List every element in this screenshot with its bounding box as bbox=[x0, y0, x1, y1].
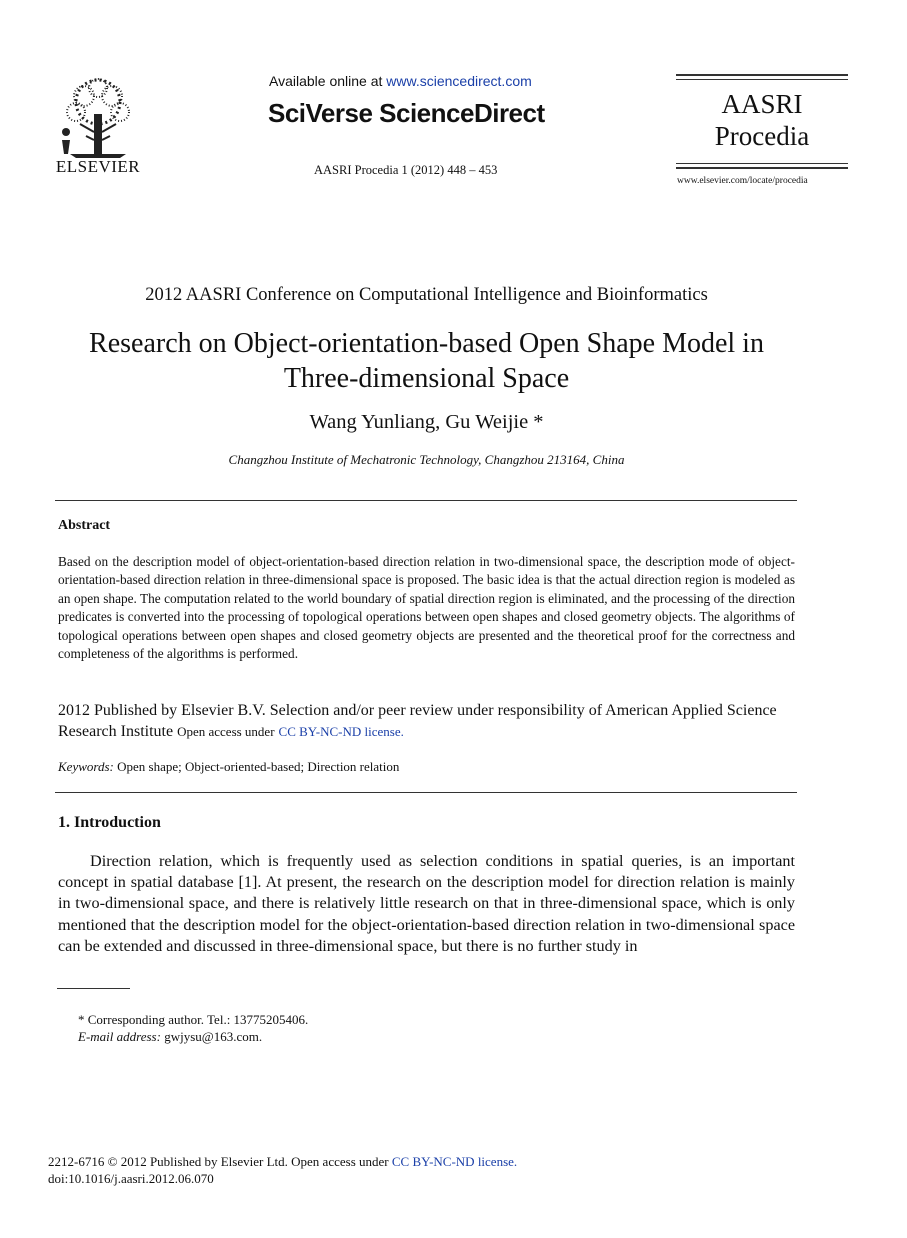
available-online bbox=[269, 73, 532, 89]
introduction-paragraph: Direction relation, which is frequently used as selection conditions in spatial queries, is an important concept in spatial database [1]. At present, the research on the description model for direction relation is mainly in two-dimensional space, and there is relatively little research on that in three-dimensional space, which is only mentioned that the description model for the object-orientation-based direction relation in two-dimensional space can be extended and discussed in three-dimensional space, but there is no further study in bbox=[58, 852, 795, 955]
keywords-label: Keywords: bbox=[58, 759, 114, 774]
authors: Wang Yunliang, Gu Weijie * bbox=[309, 411, 544, 433]
paper-title bbox=[0, 326, 853, 396]
abstract-bottom-divider bbox=[55, 792, 797, 793]
published-statement bbox=[58, 701, 795, 742]
journal-rule-bottom-thick bbox=[676, 167, 848, 169]
journal-name-line1: AASRI bbox=[721, 89, 803, 119]
footnote-rule bbox=[57, 988, 130, 989]
platform-logo-text: SciVerse ScienceDirect bbox=[268, 98, 545, 128]
footnote-email-address[interactable]: gwjysu@163.com. bbox=[164, 1029, 263, 1044]
footnote-corresponding-author: * Corresponding author. Tel.: 13775205406. bbox=[78, 1012, 309, 1027]
license-link[interactable]: CC BY-NC-ND license. bbox=[278, 723, 404, 739]
footer-doi: doi:10.1016/j.aasri.2012.06.070 bbox=[48, 1171, 214, 1186]
journal-citation: AASRI Procedia 1 (2012) 448 – 453 bbox=[314, 163, 498, 177]
sciencedirect-link[interactable]: www.sciencedirect.com bbox=[386, 73, 532, 89]
footnote-email-label: E-mail address: bbox=[78, 1029, 161, 1044]
abstract-text: Based on the description model of object-orientation-based direction relation in two-dimensional space, the description mode of object-orientation-based direction relation in three-dimensional space is proposed. The basic idea is that the actual direction region is modeled as an open shape. The computation related to the world boundary of spatial direction region is eliminated, and the processing of the direction predicates is converted into the processing of topological operations between open shapes and closed geometry objects. The algorithms of topological operations between open shapes and closed geometry objects are presented and the theoretical proof for the correctness and completeness of the algorithms is performed. bbox=[58, 554, 795, 662]
journal-rule-top-thin bbox=[676, 79, 848, 80]
footer-license-link[interactable]: CC BY-NC-ND license. bbox=[391, 1154, 518, 1169]
available-online-label: Available online at bbox=[269, 73, 383, 89]
open-access-label: Open access under bbox=[177, 723, 275, 739]
journal-rule-top-thick bbox=[676, 74, 848, 76]
abstract-top-divider bbox=[55, 500, 797, 501]
published-statement-text: 2012 Published by Elsevier B.V. Selection and/or peer review under responsibility of American Applied Science Research Institute bbox=[58, 702, 777, 740]
section-heading-introduction: 1. Introduction bbox=[58, 814, 161, 831]
footer-open-access-label: Open access under bbox=[291, 1154, 389, 1169]
footnote-email bbox=[78, 1029, 262, 1045]
paper-title-line2: Three-dimensional Space bbox=[283, 363, 570, 394]
journal-name-line2: Procedia bbox=[714, 121, 810, 151]
journal-rule-bottom-thin bbox=[676, 163, 848, 164]
footer-copyright-text: 2212-6716 © 2012 Published by Elsevier Ltd. bbox=[48, 1154, 288, 1169]
affiliation: Changzhou Institute of Mechatronic Technology, Changzhou 213164, China bbox=[228, 452, 625, 467]
journal-url-link[interactable]: www.elsevier.com/locate/procedia bbox=[677, 176, 808, 186]
conference-name: 2012 AASRI Conference on Computational Intelligence and Bioinformatics bbox=[145, 285, 708, 305]
abstract-heading: Abstract bbox=[58, 518, 111, 533]
journal-name bbox=[676, 88, 848, 152]
footer-copyright bbox=[48, 1154, 517, 1170]
publisher-logo-text: ELSEVIER bbox=[55, 157, 141, 176]
paper-title-line1: Research on Object-orientation-based Open Shape Model in bbox=[89, 328, 764, 359]
keywords-values: Open shape; Object-oriented-based; Direction relation bbox=[117, 759, 400, 774]
keywords bbox=[58, 759, 399, 775]
